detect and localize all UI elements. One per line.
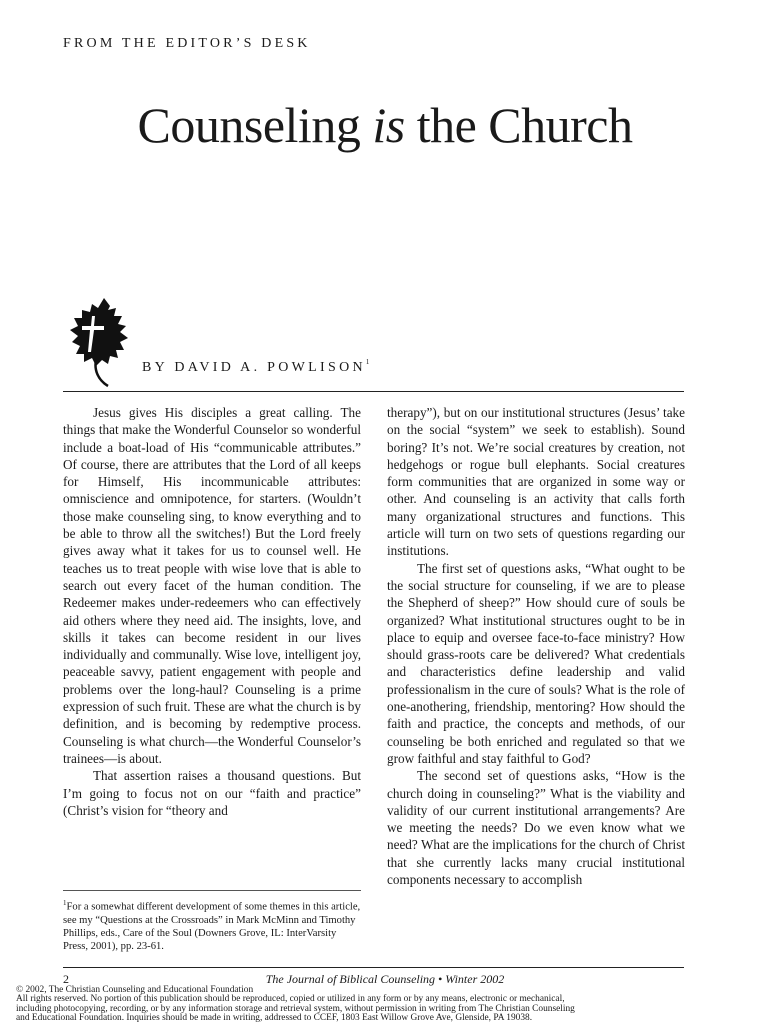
paragraph: Jesus gives His disciples a great calling. The things that make the Wonderful Counselor so wonderful include a boat-load of His “communicable attributes.” Of course, there are attributes that the Lord of all keeps for Himself, His incommunicable attributes: omniscience and omnipotence, for starters. (Wouldn’t those make counseling sing, to know everything and to be able to throw all the switches!) But the Lord freely gives away what it takes for us to counsel well. He teaches us to treat people with wise love that is able to search out every facet of the human condition. The Redeemer makes under-redeemers who can effectively aid others where they need aid. The insights, love, and skills it takes can become resident in our lives individually and communally. Wise love, intelligent joy, peaceable savvy, patient engagement with people and problems over the long-haul? Counseling is a prime expression of such fruit. These are what the church is by definition, and is becoming by redemptive process. Counseling is what church—the Wonderful Counselor’s trainees—is about. — [63, 405, 361, 766]
author-footnote-ref: 1 — [365, 358, 370, 366]
body-column-left — [63, 404, 361, 819]
section-kicker: FROM THE EDITOR’S DESK — [63, 36, 311, 51]
footnote-text: For a somewhat different development of some themes in this article, see my “Questions at the Crossroads” in Mark McMinn and Timothy Phillips, eds., Care of the Soul (Downers Grove, IL: InterVarsity Press, 2001), pp. 23-61. — [63, 901, 361, 952]
title-part-2: the Church — [404, 97, 633, 153]
journal-name: The Journal of Biblical Counseling • Winter 2002 — [265, 972, 505, 986]
copyright-line: All rights reserved. No portion of this publication should be reproduced, copied or utilized in any form or by any means, electronic or mechanical, — [16, 994, 565, 1005]
copyright-line: © 2002, The Christian Counseling and Educational Foundation — [16, 985, 254, 995]
title-emphasis: is — [372, 97, 405, 153]
paragraph: The first set of questions asks, “What ought to be the social structure for counseling, if we are to please the Shepherd of sheep?” How should cure of souls be organized? What institutional structures ought to be in place to equip and oversee face-to-face ministry? How should grass-roots care be delivered? What credentials and characteristics define leadership and valid professionalism in the cure of souls? What is the role of one-anothering, friendship, mentoring? How should the faith and practice, the concepts and methods, of our counseling be both enriched and regulated so that we grow faithful and stay faithful to God? — [387, 560, 685, 766]
paragraph: That assertion raises a thousand questions. But I’m going to focus not on our “faith and practice” (Christ’s vision for “theory and — [63, 768, 361, 818]
paragraph: The second set of questions asks, “How is the church doing in counseling?” What is the viability and validity of our current institutional arrangements? Are we meeting the needs? Do we even know what we need? What are the implications for the church of Christ that she currently lacks many crucial institutional components necessary to accomplish — [387, 768, 685, 888]
article-title — [0, 96, 770, 154]
leaf-cross-logo-icon — [64, 296, 132, 388]
title-part-1: Counseling — [137, 97, 373, 153]
body-column-right — [387, 404, 685, 888]
copyright-line: including photocopying, recording, or by any information storage and retrieval system, without permission in writing from The Christian Counseling — [16, 1003, 575, 1014]
author-name: BY DAVID A. POWLISON — [142, 360, 366, 375]
footer-rule — [63, 967, 684, 968]
copyright-line: and Educational Foundation. Inquiries should be made in writing, addressed to CCEF, 1803 East Willow Grove Ave, Glenside, PA 19038. — [16, 1013, 533, 1024]
paragraph: therapy”), but on our institutional structures (Jesus’ take on the social “system” we seek to establish). Sound boring? It’s not. We’re social creatures by creation, not hedgehogs or rogue bull elephants. Social creatures form communities that are organized in some way or other. And counseling is an activity that calls forth many organizational structures and functions. This article will turn on two sets of questions regarding our institutions. — [387, 405, 685, 559]
footnote — [63, 897, 361, 953]
copyright-notice — [16, 986, 758, 1024]
header-rule — [63, 391, 684, 392]
footnote-mark: 1 — [63, 899, 67, 907]
footnote-rule — [63, 890, 361, 891]
page-number: 2 — [63, 972, 69, 986]
author-byline — [142, 360, 369, 376]
